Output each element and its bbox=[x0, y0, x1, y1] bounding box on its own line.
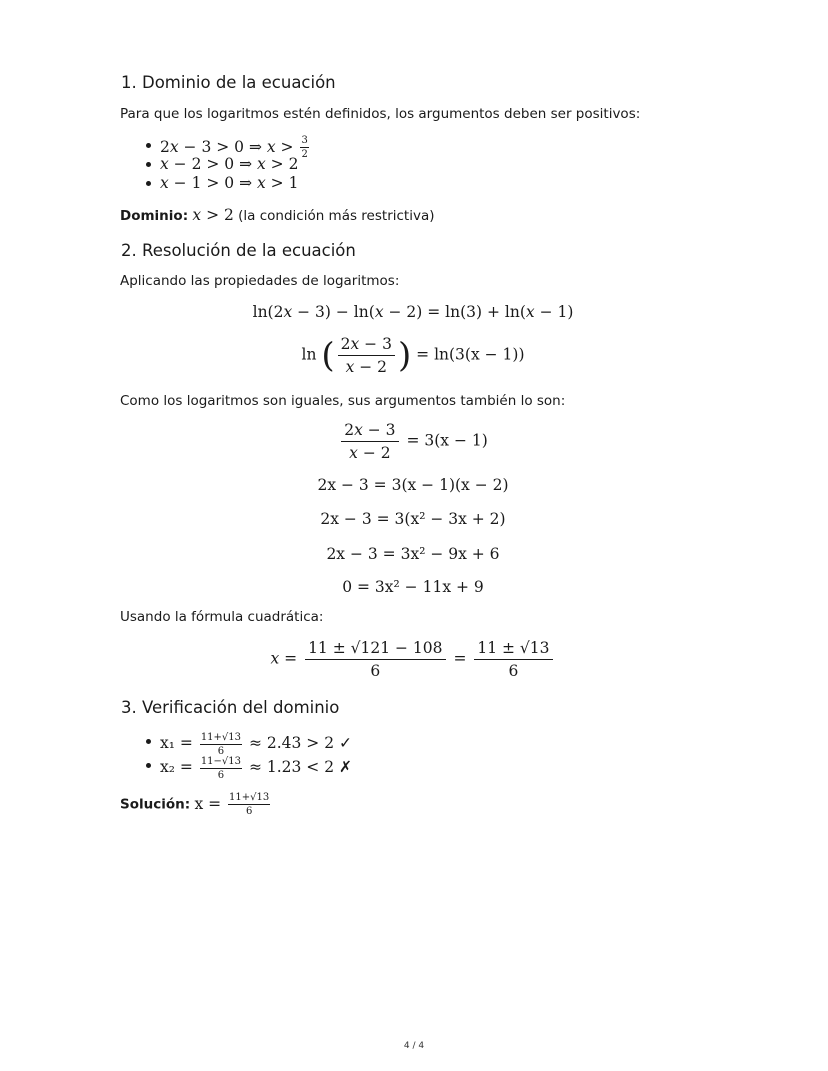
solution-statement bbox=[120, 792, 272, 817]
section1-intro: Para que los logaritmos estén definidos, los argumentos deben ser positivos: bbox=[120, 106, 641, 122]
equation-3 bbox=[120, 422, 706, 461]
verification-item-1 bbox=[120, 731, 352, 755]
quad-fraction-2 bbox=[474, 640, 552, 679]
quad-fraction-1 bbox=[305, 640, 445, 679]
domain-conditions-list bbox=[120, 135, 311, 192]
eq2-fraction: $\frac{2x - 3}{x - 2}$ bbox=[338, 336, 395, 375]
quad-den-2: 6 bbox=[508, 662, 519, 680]
equation-1: ln(2x − 3) − ln(x − 2) = ln(3) + ln(x − 1) bbox=[252, 303, 574, 321]
verification-list bbox=[120, 731, 352, 779]
quad-num-1: 11 ± √121 − 108 bbox=[305, 640, 445, 660]
condition-item-3 bbox=[120, 173, 311, 192]
condition-item-1 bbox=[120, 135, 311, 160]
quad-num-2: 11 ± √13 bbox=[474, 640, 552, 660]
three-halves-fraction: $\frac{3}{2}$ bbox=[301, 135, 308, 160]
condition-item-2 bbox=[120, 154, 311, 173]
verification-1-fraction: $\frac{11+√13}{6}$ bbox=[200, 731, 242, 757]
quadratic-formula: x = $\frac{11 \pm √121 - 108}{6}$ = $\frac{11 \pm √13}{6}$ bbox=[120, 640, 706, 679]
solution-math bbox=[194, 792, 272, 817]
verification-1 bbox=[160, 731, 352, 757]
verification-1-lhs: x₁ = bbox=[160, 734, 193, 752]
domain-math: x > 2 bbox=[192, 206, 234, 224]
eq3-rhs: = 3(x − 1) bbox=[406, 431, 488, 450]
condition-3: x − 1 > 0 ⇒ x > 1 bbox=[160, 174, 299, 192]
solution-lhs: x = bbox=[194, 794, 222, 813]
verification-1-rhs: ≈ 2.43 > 2 ✓ bbox=[248, 734, 352, 752]
args-intro: Como los logaritmos son iguales, sus argumentos también lo son: bbox=[120, 393, 566, 409]
quadratic-intro: Usando la fórmula cuadrática: bbox=[120, 609, 324, 625]
eq3-fraction: $\frac{2x - 3}{x - 2}$ bbox=[341, 422, 398, 461]
quad-den-1: 6 bbox=[370, 662, 381, 680]
equation-5: 2x − 3 = 3(x² − 3x + 2) bbox=[320, 510, 506, 528]
equation-6: 2x − 3 = 3x² − 9x + 6 bbox=[326, 545, 500, 563]
section2-intro: Aplicando las propiedades de logaritmos: bbox=[120, 273, 400, 289]
solution-fraction: $\frac{11+√13}{6}$ bbox=[229, 792, 270, 817]
section2-heading: 2. Resolución de la ecuación bbox=[121, 241, 356, 260]
verification-2-fraction: $\frac{11-√13}{6}$ bbox=[200, 755, 242, 781]
verification-item-2 bbox=[120, 755, 352, 779]
condition-2: x − 2 > 0 ⇒ x > 2 bbox=[160, 155, 299, 173]
verification-2-lhs: x₂ = bbox=[160, 758, 193, 776]
equation-2: ln ( $\frac{2x - 3}{x - 2}$ ) = ln(3(x − 1)) bbox=[301, 335, 525, 376]
domain-note: (la condición más restrictiva) bbox=[238, 208, 435, 224]
verification-2-rhs: ≈ 1.23 < 2 ✗ bbox=[248, 758, 352, 776]
eq2-rhs: = ln(3(x − 1)) bbox=[416, 345, 525, 364]
domain-statement bbox=[120, 206, 435, 224]
domain-label: Dominio: bbox=[120, 208, 189, 224]
verification-2 bbox=[160, 755, 352, 781]
page-number: 4 / 4 bbox=[403, 1041, 425, 1051]
equation-7: 0 = 3x² − 11x + 9 bbox=[342, 578, 484, 596]
section1-heading: 1. Dominio de la ecuación bbox=[121, 73, 336, 92]
solution-label: Solución: bbox=[120, 796, 191, 813]
condition-1: 2x − 3 > 0 ⇒ x > $\frac{3}{2}$ bbox=[160, 135, 308, 160]
equation-4: 2x − 3 = 3(x − 1)(x − 2) bbox=[317, 476, 509, 494]
section3-heading: 3. Verificación del dominio bbox=[121, 698, 340, 717]
